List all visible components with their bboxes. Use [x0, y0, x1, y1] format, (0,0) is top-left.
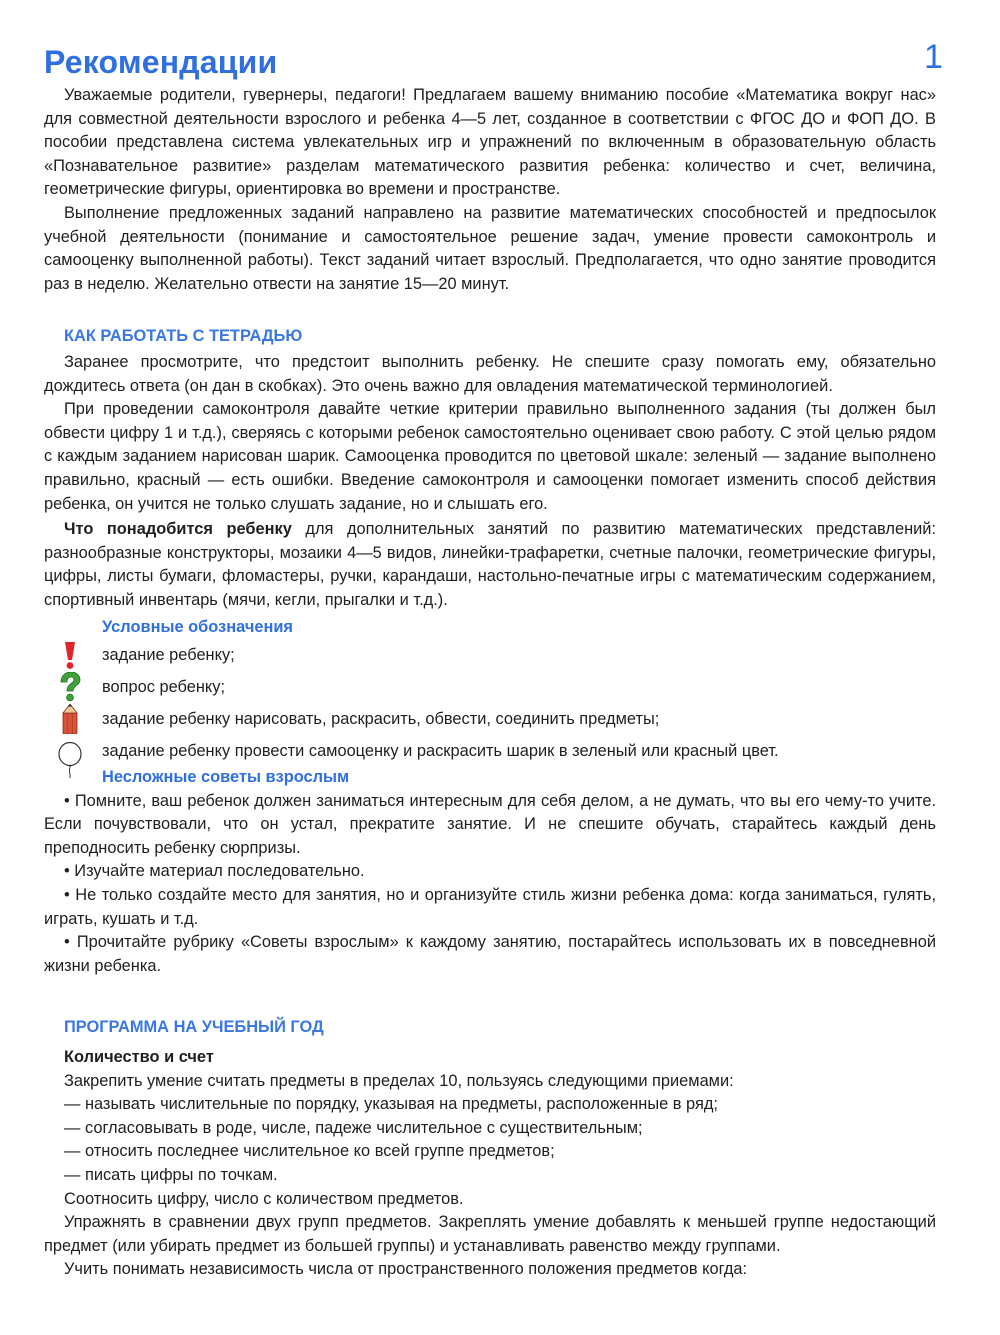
program-intro: Закрепить умение считать предметы в пределах 10, пользуясь следующими приемами: — [64, 1071, 734, 1090]
how-to-work-paragraph-1: Заранее просмотрите, что предстоит выполнить ребенку. Не спешите сразу помогать ему, обязательно дождитесь ответа (он дан в скобках). Это очень важно для овладения математической терминологией. — [44, 352, 936, 395]
program-paragraph-2: Упражнять в сравнении двух групп предметов. Закреплять умение добавлять к меньшей группе недостающий предмет (или убирать предмет из большей группы) и устанавливать равенство между группами. — [44, 1213, 936, 1255]
tip-item: • Не только создайте место для занятия, но и организуйте стиль жизни ребенка дома: когда заниматься, гулять, играть, кушать и т.д. — [44, 886, 936, 928]
legend-item-balloon — [102, 736, 936, 768]
intro-paragraph-2: Выполнение предложенных заданий направлено на развитие математических способностей и предпосылок учебной деятельности (понимание и самостоятельное решение задач, умение провести самоконтроль и самооценку выполненной работы). Текст заданий читает взрослый. Предполагается, что одно занятие проводится раз в неделю. Желательно отвести на занятие 15—20 минут. — [44, 203, 936, 293]
what-needed-lead: Что понадобится ребенку — [64, 520, 292, 539]
program-paragraph-1: Соотносить цифру, число с количеством предметов. — [64, 1189, 464, 1208]
how-to-work-paragraph-2: При проведении самоконтроля давайте четкие критерии правильно выполненного задания (ты должен был обвести цифру 1 и т.д.), сверяясь с которыми ребенок самостоятельно оценивает свою работу. С этой целью рядом с каждым заданием нарисован шарик. Самооценка проводится по цветовой шкале: зеленый — задание выполнено правильно, красный — есть ошибки. Введение самоконтроля и самооценки помогает изменить способ действия ребенка, он учится не только слушать задание, но и слышать его. — [44, 400, 936, 513]
legend-label-question: вопрос ребенку; — [102, 678, 226, 697]
content — [44, 84, 936, 1282]
program-list-item: — называть числительные по порядку, указывая на предметы, расположенные в ряд; — [64, 1095, 718, 1114]
legend-label-draw: задание ребенку нарисовать, раскрасить, обвести, соединить предметы; — [102, 710, 660, 729]
what-needed-text: для дополнительных занятий по развитию математических представлений: разнообразные конструкторы, мозаики 4—5 видов, линейки-трафаретки, счетные палочки, геометрические фигуры, цифры, листы бумаги, фломастеры, ручки, карандаши, настольно-печатные игры с математическим содержанием, спортивный инвентарь (мячи, кегли, прыгалки и т.д.). — [44, 520, 936, 609]
balloon-icon — [52, 736, 88, 778]
program-heading: ПРОГРАММА НА УЧЕБНЫЙ ГОД — [64, 1018, 324, 1037]
legend-item-draw — [102, 704, 936, 736]
what-needed-paragraph — [44, 518, 936, 612]
exclamation-icon — [52, 640, 88, 670]
program-subheading: Количество и счет — [64, 1048, 214, 1066]
legend-label-task: задание ребенку; — [102, 646, 235, 665]
tip-item: • Прочитайте рубрику «Советы взрослым» к каждому занятию, постарайтесь использовать их в повседневной жизни ребенка. — [44, 933, 936, 975]
legend-item-question — [102, 672, 936, 704]
program-paragraph-3: Учить понимать независимость числа от пространственного положения предметов когда: — [64, 1260, 748, 1279]
tip-item: • Изучайте материал последовательно. — [64, 862, 365, 881]
program-list-item: — относить последнее числительное ко всей группе предметов; — [64, 1142, 555, 1161]
intro-paragraph-1: Уважаемые родители, гувернеры, педагоги! Предлагаем вашему вниманию пособие «Математика вокруг нас» для совместной деятельности взрослого и ребенка 4—5 лет, созданное в соответствии с ФГОС ДО и ФОП ДО. В пособии представлена система увлекательных игр и упражнений по включенным в образовательную область «Познавательное развитие» разделам математического развития ребенка: количество и счет, величина, геометрические фигуры, ориентировка во времени и пространстве. — [44, 86, 936, 199]
page-title: Рекомендации — [44, 44, 278, 80]
tip-item: • Помните, ваш ребенок должен заниматься интересным для себя делом, а не думать, что вы его чему-то учите. Если почувствовали, что он устал, прекратите занятие. И не спешите обучать, старайтесь каждый день преподносить ребенку сюрпризы. — [44, 791, 936, 857]
program-list-item: — писать цифры по точкам. — [64, 1165, 278, 1184]
page-number: 1 — [924, 38, 943, 76]
question-icon — [52, 672, 88, 702]
legend-label-balloon: задание ребенку провести самооценку и раскрасить шарик в зеленый или красный цвет. — [102, 742, 779, 761]
legend-item-task — [102, 640, 936, 672]
legend-heading: Условные обозначения — [102, 618, 293, 637]
pencil-icon — [52, 704, 88, 734]
how-to-work-heading: КАК РАБОТАТЬ С ТЕТРАДЬЮ — [64, 327, 303, 346]
program-list-item: — согласовывать в роде, числе, падеже числительное с существительным; — [64, 1118, 643, 1137]
tips-heading: Несложные советы взрослым — [102, 768, 350, 787]
